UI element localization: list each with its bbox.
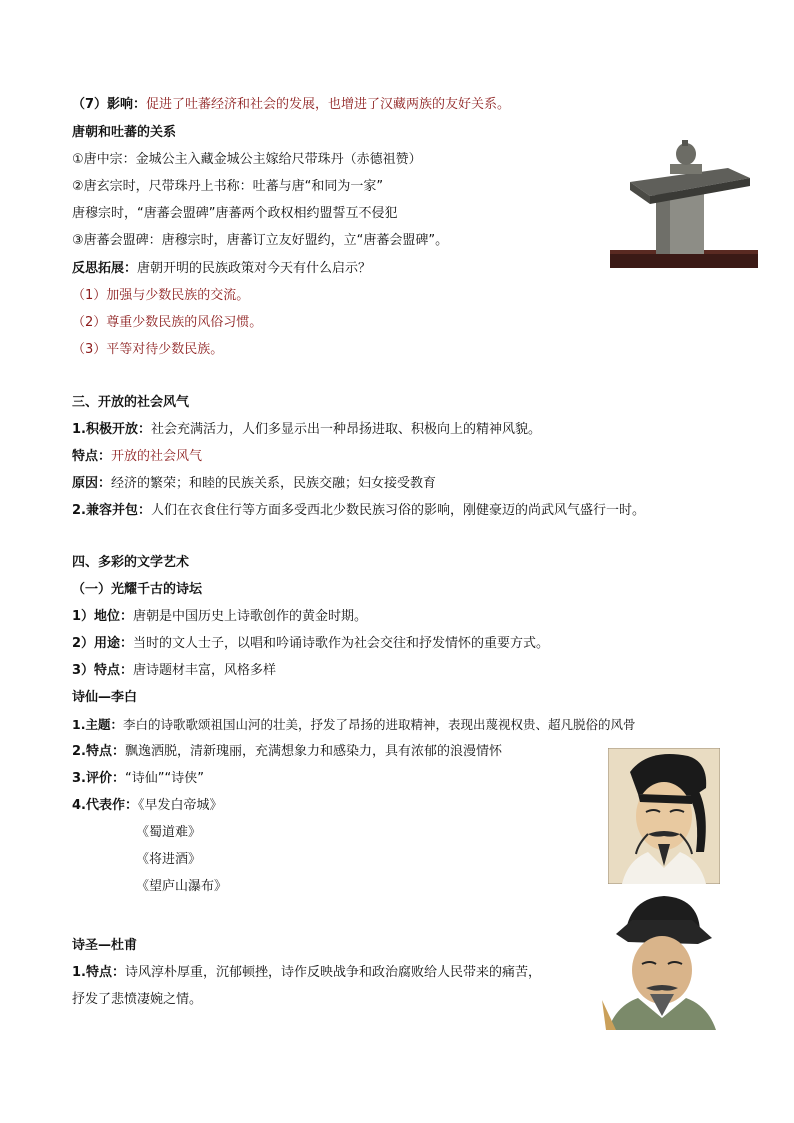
libai-eval-label: 3.评价： — [72, 771, 125, 786]
reflection-answer-3: （3）平等对待少数民族。 — [72, 342, 224, 357]
dufu-portrait-image — [602, 890, 722, 1030]
section4-p1 — [72, 608, 367, 626]
libai-theme — [72, 716, 635, 734]
section4-subheading: （一）光耀千古的诗坛 — [72, 582, 203, 597]
tang-tibet-alliance-stele-image — [610, 138, 758, 268]
libai-theme-text: 李白的诗歌歌颂祖国山河的壮美，抒发了昂扬的进取精神，表现出蔑视权贵、超凡脱俗的风骨 — [122, 717, 636, 732]
libai-work-1: 《早发白帝城》 — [137, 798, 223, 813]
section3-p4-text: 人们在衣食住行等方面多受西北少数民族习俗的影响，刚健豪迈的尚武风气盛行一时。 — [150, 503, 645, 518]
section3-heading: 三、开放的社会风气 — [72, 395, 190, 410]
reflection-line — [72, 260, 371, 278]
libai-works — [72, 797, 223, 815]
relations-item-4: ③唐蕃会盟碑：唐穆宗时，唐蕃订立友好盟约，立“唐蕃会盟碑”。 — [72, 233, 449, 248]
section3-p3 — [72, 475, 436, 493]
libai-work-3: 《将进酒》 — [136, 852, 202, 867]
dufu-feature-line2: 抒发了悲愤凄婉之情。 — [72, 992, 203, 1007]
reflection-label: 反思拓展： — [72, 261, 138, 276]
section4-p2 — [72, 635, 549, 653]
section3-p4-label: 2.兼容并包： — [72, 503, 151, 518]
section3-p2-text: 开放的社会风气 — [111, 449, 203, 464]
section3-p1-label: 1.积极开放： — [72, 422, 151, 437]
section4-p2-label: 2）用途： — [72, 636, 134, 651]
influence-line — [72, 96, 510, 114]
relations-heading: 唐朝和吐蕃的关系 — [72, 125, 177, 140]
libai-feature-label: 2.特点： — [72, 744, 125, 759]
section3-p1 — [72, 421, 541, 439]
libai-feature — [72, 743, 502, 761]
reflection-question: 唐朝开明的民族政策对今天有什么启示？ — [137, 261, 372, 276]
dufu-heading: 诗圣—杜甫 — [72, 938, 138, 953]
section4-p3 — [72, 662, 276, 680]
libai-eval-text: “诗仙”“诗侠” — [124, 771, 204, 786]
section3-p3-text: 经济的繁荣；和睦的民族关系，民族交融；妇女接受教育 — [111, 476, 437, 491]
section3-p4 — [72, 502, 645, 520]
libai-portrait-image — [608, 748, 720, 884]
libai-work-2: 《蜀道难》 — [136, 825, 202, 840]
relations-item-2: ②唐玄宗时，尺带珠丹上书称：吐蕃与唐“和同为一家” — [72, 179, 384, 194]
section3-p3-label: 原因： — [72, 476, 112, 491]
section4-heading: 四、多彩的文学艺术 — [72, 555, 190, 570]
libai-eval — [72, 770, 204, 788]
libai-feature-text: 飘逸洒脱，清新瑰丽，充满想象力和感染力，具有浓郁的浪漫情怀 — [124, 744, 502, 759]
relations-item-1: ①唐中宗：金城公主入藏金城公主嫁给尺带珠丹（赤德祖赞） — [72, 152, 422, 167]
influence-label: （7）影响： — [72, 97, 147, 112]
dufu-feature — [72, 964, 541, 982]
section4-p1-label: 1）地位： — [72, 609, 134, 624]
relations-item-3: 唐穆宗时，“唐蕃会盟碑”唐蕃两个政权相约盟誓互不侵犯 — [72, 206, 398, 221]
section4-p1-text: 唐朝是中国历史上诗歌创作的黄金时期。 — [133, 609, 368, 624]
libai-theme-label: 1.主题： — [72, 717, 123, 732]
influence-text: 促进了吐蕃经济和社会的发展，也增进了汉藏两族的友好关系。 — [146, 97, 511, 112]
libai-works-label: 4.代表作： — [72, 798, 138, 813]
section3-p2-label: 特点： — [72, 449, 112, 464]
section3-p1-text: 社会充满活力，人们多显示出一种昂扬进取、积极向上的精神风貌。 — [150, 422, 541, 437]
section3-p2 — [72, 448, 202, 466]
reflection-answer-1: （1）加强与少数民族的交流。 — [72, 288, 250, 303]
libai-heading: 诗仙—李白 — [72, 690, 138, 705]
reflection-answer-2: （2）尊重少数民族的风俗习惯。 — [72, 315, 263, 330]
dufu-feature-label: 1.特点： — [72, 965, 125, 980]
dufu-feature-line1: 诗风淳朴厚重，沉郁顿挫，诗作反映战争和政治腐败给人民带来的痛苦， — [124, 965, 541, 980]
section4-p3-label: 3）特点： — [72, 663, 134, 678]
section4-p2-text: 当时的文人士子，以唱和吟诵诗歌作为社会交往和抒发情怀的重要方式。 — [133, 636, 550, 651]
libai-work-4: 《望庐山瀑布》 — [136, 879, 228, 894]
section4-p3-text: 唐诗题材丰富，风格多样 — [133, 663, 277, 678]
